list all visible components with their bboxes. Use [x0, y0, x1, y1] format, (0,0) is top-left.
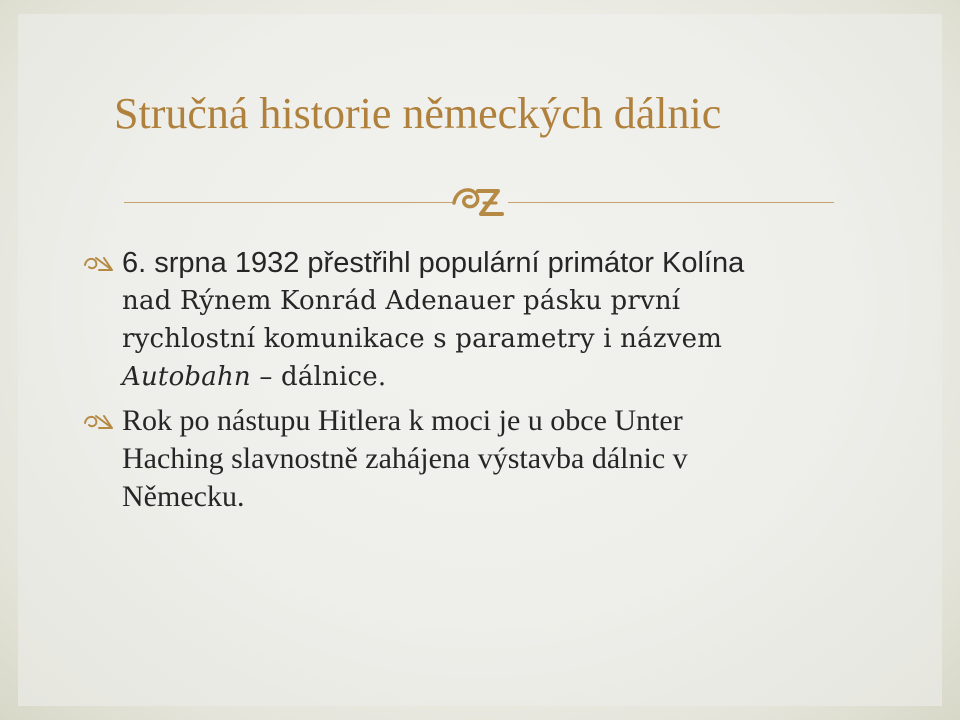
title-divider-right	[508, 202, 834, 203]
bullet-list	[82, 244, 842, 522]
bullet-flourish-icon	[82, 254, 116, 274]
bullet-line: rychlostní komunikace s parametry i názvem	[122, 324, 723, 354]
bullet-line: 6. srpna 1932 přestřihl populární primátor Kolína	[122, 247, 745, 279]
bullet-flourish-icon	[82, 412, 116, 432]
bullet-line: Rok po nástupu Hitlera k moci je u obce Unter	[122, 404, 683, 437]
bullet-line: Haching slavnostně zahájena výstavba dálnic v	[122, 442, 688, 475]
bullet-item	[82, 244, 842, 396]
title-divider-left	[124, 202, 454, 203]
bullet-item	[82, 402, 842, 516]
slide-title: Stručná historie německých dálnic	[114, 89, 722, 138]
bullet-line: Německu.	[122, 480, 245, 513]
flourish-ornament-icon	[448, 182, 512, 224]
bullet-line-rest: – dálnice.	[250, 362, 387, 392]
bullet-line	[122, 358, 842, 396]
autobahn-term: Autobahn	[122, 362, 251, 392]
bullet-line: nad Rýnem Konrád Adenauer pásku první	[122, 286, 681, 316]
